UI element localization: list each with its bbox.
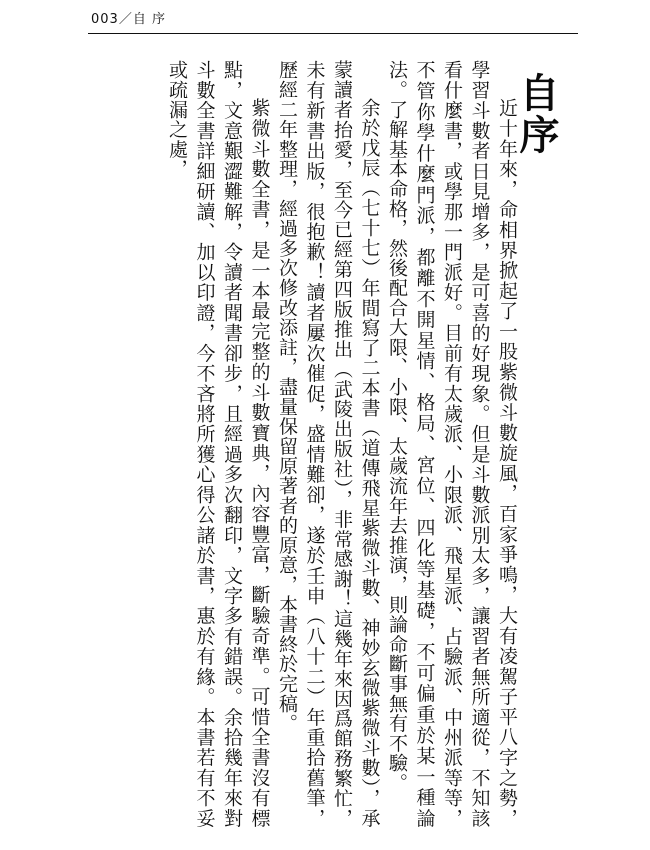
paragraph: 紫微斗數全書，是一本最完整的斗數寶典，內容豐富，斷驗奇準。可惜全書沒有標點，文意艱澀難解，令讀者聞書卻步，且經過多次翻印，文字多有錯誤。余拾幾年來對斗數全書詳細研讀、加以印證，今不吝將所獲心得公諸於書，惠於有緣。本書若有不妥或疏漏之處， bbox=[166, 60, 271, 828]
page-number: 003 bbox=[91, 12, 119, 27]
header-separator: ／ bbox=[118, 12, 133, 27]
preface-body bbox=[163, 60, 521, 828]
header-rule bbox=[88, 33, 578, 34]
section-name: 自 序 bbox=[132, 12, 166, 27]
chapter-title: 自序 bbox=[513, 72, 559, 156]
paragraph: 近十年來，命相界掀起了一股紫微斗數旋風，百家爭鳴，大有凌駕子平八字之勢，學習斗數者日見增多，是可喜的好現象。但是斗數派別太多，讓習者無所適從，不知該看什麼書，或學那一門派好。目前有太歲派、小限派、飛星派、占驗派、中州派等等，不管你學什麼門派，都離不開星情、格局、宮位、四化等基礎，不可偏重於某一種論法。了解基本命格，然後配合大限、小限、太歲流年去推演，則論命斷事無有不驗。 bbox=[386, 60, 518, 828]
running-header bbox=[91, 8, 166, 27]
paragraph: 余於戊辰（七十七）年間寫了二本書（道傳飛星紫微斗數、神妙玄微紫微斗數），承蒙讀者抬愛，至今已經第四版推出（武陵出版社），非常感謝！這幾年來因爲館務繁忙，未有新書出版，很抱歉！讀者屢次催促，盛情難卻，遂於壬申（八十二）年重拾舊筆，歷經二年整理，經過多次修改添註，盡量保留原著者的原意，本書終於完稿。 bbox=[276, 60, 381, 828]
